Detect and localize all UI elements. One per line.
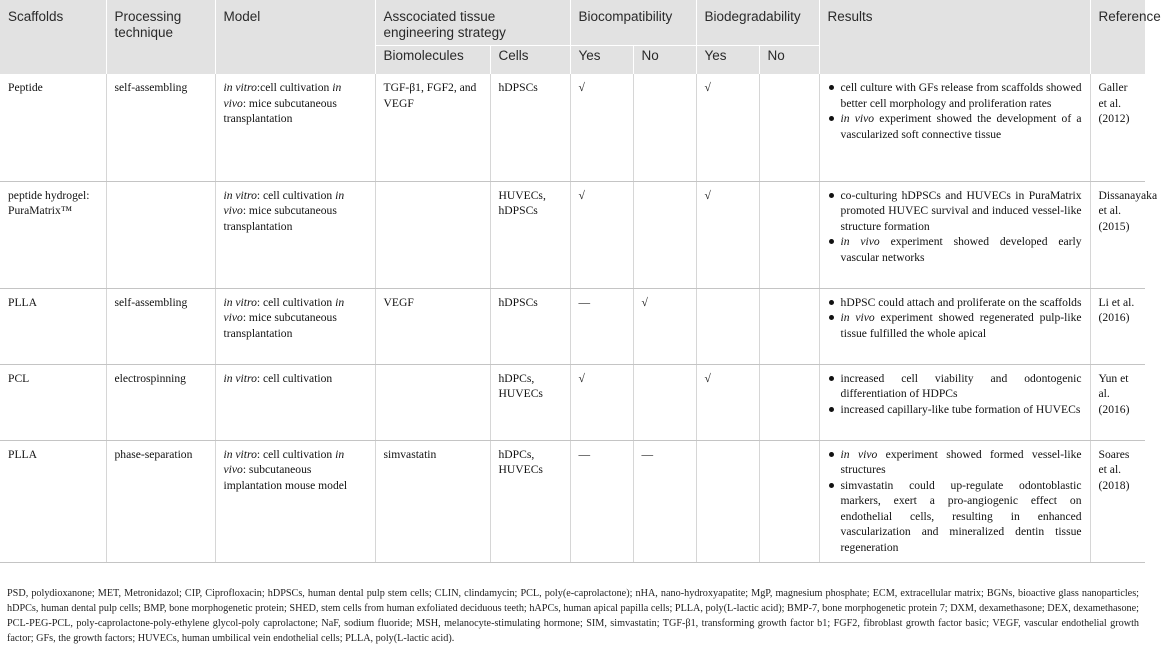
header-biodegradability: Biodegradability	[696, 0, 819, 46]
italic-text: in vitro	[223, 371, 257, 385]
results-list	[828, 447, 1082, 556]
cell-results	[819, 181, 1090, 288]
cell-biodegrad-no	[759, 364, 819, 440]
cell-biocompat-no	[633, 74, 696, 181]
text-run: experiment showed regenerated pulp-like tissue fulfilled the whole apical	[840, 311, 1082, 340]
cell-processing	[106, 181, 215, 288]
cell-results	[819, 364, 1090, 440]
list-item	[828, 478, 1082, 556]
header-biocompat-yes: Yes	[570, 46, 633, 75]
cell-biocompat-no	[633, 364, 696, 440]
table-row	[0, 181, 1145, 288]
cell-model	[215, 288, 375, 364]
cell-biomolecules	[375, 364, 490, 440]
italic-text: in vitro	[223, 81, 257, 94]
text-run: : cell cultivation	[256, 447, 336, 461]
results-list	[828, 295, 1082, 342]
list-item	[828, 447, 1082, 478]
cell-cells: HUVECs, hDPSCs	[490, 181, 570, 288]
cell-cells: hDPSCs	[490, 288, 570, 364]
italic-text: in vitro	[223, 188, 257, 202]
header-biocompat-no: No	[633, 46, 696, 75]
header-results: Results	[819, 0, 1090, 74]
cell-model	[215, 364, 375, 440]
italic-text: in vivo	[840, 447, 878, 461]
text-run: hDPSC could attach and proliferate on the scaffolds	[840, 295, 1082, 309]
cell-cells: hDPCs, HUVECs	[490, 364, 570, 440]
cell-biodegrad-yes	[696, 288, 759, 364]
cell-scaffold: peptide hydrogel: PuraMatrix™	[0, 181, 106, 288]
cell-biocompat-no: —	[633, 440, 696, 562]
cell-scaffold: PCL	[0, 364, 106, 440]
cell-biodegrad-no	[759, 440, 819, 562]
cell-biodegrad-yes: √	[696, 74, 759, 181]
cell-reference: Li et al. (2016)	[1090, 288, 1145, 364]
cell-biodegrad-yes	[696, 440, 759, 562]
results-list	[828, 80, 1082, 142]
cell-biocompat-yes: √	[570, 181, 633, 288]
cell-model	[215, 181, 375, 288]
header-strategy: Asscociated tissue engineering strategy	[375, 0, 570, 46]
text-run: : cell cultivation	[256, 188, 336, 202]
cell-biodegrad-no	[759, 181, 819, 288]
cell-reference: Galler et al. (2012)	[1090, 74, 1145, 181]
cell-reference: Yun et al. (2016)	[1090, 364, 1145, 440]
list-item	[828, 310, 1082, 341]
text-run: :cell cultivation	[256, 81, 333, 94]
cell-biocompat-no	[633, 181, 696, 288]
table-body	[0, 74, 1158, 562]
cell-biomolecules	[375, 181, 490, 288]
cell-biocompat-no: √	[633, 288, 696, 364]
cell-biodegrad-yes: √	[696, 364, 759, 440]
list-item	[828, 371, 1082, 402]
text-run: : mice subcutaneous transplantation	[223, 311, 337, 340]
italic-text: in vivo	[223, 188, 345, 217]
header-biocompatibility: Biocompatibility	[570, 0, 696, 46]
text-run: : cell cultivation	[256, 295, 336, 309]
table-footnote: PSD, polydioxanone; MET, Metronidazol; CIP, Ciprofloxacin; hDPSCs, human dental pulp stem cells; CLIN, clindamycin; PCL, poly(e-caprolactone); nHA, nano-hydroxyapatite; MgP, magnesium phosphate; ECM, extracellular matrix; BGNs, bioactive glass nanoparticles; hDPCs, human dental pulp cells; BMP, bone morphogenetic protein; SHED, stem cells from human exfoliated deciduous teeth; hAPCs, human apical papilla cells; PLLA, poly(L-lactic acid); BMP-7, bone morphogenetic protein 7; DXM, dexamethasone; DEX, dexamethasone; PCL-PEG-PCL, poly-caprolactone-poly-ethylene glycol-poly caprolactone; NaF, sodium fluoride; MSH, melanocyte-stimulating hormone; SIM, simvastatin; TGF-β1, transforming growth factor b1; FGF2, fibroblast growth factor basic; VEGF, vascular endothelial growth factor; GFs, the growth factors; HUVECs, human umbilical vein endothelial cells; PLLA, poly(L-lactic acid).	[7, 588, 1139, 644]
cell-model	[215, 74, 375, 181]
list-item	[828, 188, 1082, 235]
text-run: experiment showed formed vessel-like structures	[840, 447, 1082, 476]
header-reference: Reference	[1090, 0, 1145, 74]
cell-model	[215, 440, 375, 562]
italic-text: in vivo	[223, 447, 345, 476]
italic-text: in vitro	[223, 295, 257, 309]
header-biodegrad-no: No	[759, 46, 819, 75]
table-row	[0, 364, 1145, 440]
text-run: : mice subcutaneous transplantation	[223, 96, 337, 125]
text-run: cell culture with GFs release from scaffolds showed better cell morphology and proliferation rates	[840, 81, 1082, 110]
list-item	[828, 295, 1082, 311]
italic-text: in vitro	[223, 447, 257, 461]
italic-text: in vivo	[223, 81, 342, 110]
italic-text: in vivo	[840, 235, 880, 248]
text-run: : mice subcutaneous transplantation	[223, 204, 337, 233]
header-row	[0, 0, 1145, 46]
text-run: experiment showed the development of a vascularized soft connective tissue	[840, 112, 1082, 141]
cell-reference: Dissanayaka et al. (2015)	[1090, 181, 1145, 288]
cell-biocompat-yes: —	[570, 288, 633, 364]
header-model: Model	[215, 0, 375, 74]
list-item	[828, 402, 1082, 418]
cell-scaffold: PLLA	[0, 440, 106, 562]
cell-biomolecules: VEGF	[375, 288, 490, 364]
header-biodegrad-yes: Yes	[696, 46, 759, 75]
cell-scaffold: Peptide	[0, 74, 106, 181]
cell-reference: Soares et al. (2018)	[1090, 440, 1145, 562]
table-row	[0, 74, 1145, 181]
text-run: experiment showed developed early vascular networks	[840, 235, 1082, 264]
cell-results	[819, 440, 1090, 562]
cell-results	[819, 288, 1090, 364]
results-list	[828, 188, 1082, 266]
header-cells: Cells	[490, 46, 570, 75]
cell-biodegrad-yes: √	[696, 181, 759, 288]
list-item	[828, 111, 1082, 142]
header-biomolecules: Biomolecules	[375, 46, 490, 75]
cell-cells: hDPSCs	[490, 74, 570, 181]
cell-biomolecules: TGF-β1, FGF2, and VEGF	[375, 74, 490, 181]
list-item	[828, 234, 1082, 265]
results-list	[828, 371, 1082, 418]
cell-scaffold: PLLA	[0, 288, 106, 364]
header-processing: Processing technique	[106, 0, 215, 74]
text-run: increased cell viability and odontogenic differentiation of HDPCs	[840, 371, 1082, 400]
text-run: simvastatin could up-regulate odontoblastic markers, exert a pro-angiogenic effect on endothelial cells, resulting in enhanced vascularization and mineralized dentin tissue regeneration	[840, 478, 1082, 554]
cell-cells: hDPCs, HUVECs	[490, 440, 570, 562]
cell-results	[819, 74, 1090, 181]
text-run: : cell cultivation	[256, 371, 333, 385]
list-item	[828, 80, 1082, 111]
cell-processing: self-assembling	[106, 288, 215, 364]
table-row	[0, 440, 1145, 562]
cell-biocompat-yes: —	[570, 440, 633, 562]
cell-biodegrad-no	[759, 288, 819, 364]
italic-text: in vivo	[223, 295, 345, 324]
cell-biodegrad-no	[759, 74, 819, 181]
cell-biocompat-yes: √	[570, 74, 633, 181]
cell-biomolecules: simvastatin	[375, 440, 490, 562]
text-run: : subcutaneous implantation mouse model	[223, 463, 348, 492]
italic-text: in vivo	[840, 311, 875, 324]
header-scaffolds: Scaffolds	[0, 0, 106, 74]
table-row	[0, 288, 1145, 364]
cell-biocompat-yes: √	[570, 364, 633, 440]
text-run: increased capillary-like tube formation of HUVECs	[840, 402, 1081, 416]
cell-processing: self-assembling	[106, 74, 215, 181]
italic-text: in vivo	[840, 112, 875, 125]
text-run: co-culturing hDPSCs and HUVECs in PuraMatrix promoted HUVEC survival and induced vessel-like structure formation	[840, 188, 1082, 233]
cell-processing: electrospinning	[106, 364, 215, 440]
cell-processing: phase-separation	[106, 440, 215, 562]
